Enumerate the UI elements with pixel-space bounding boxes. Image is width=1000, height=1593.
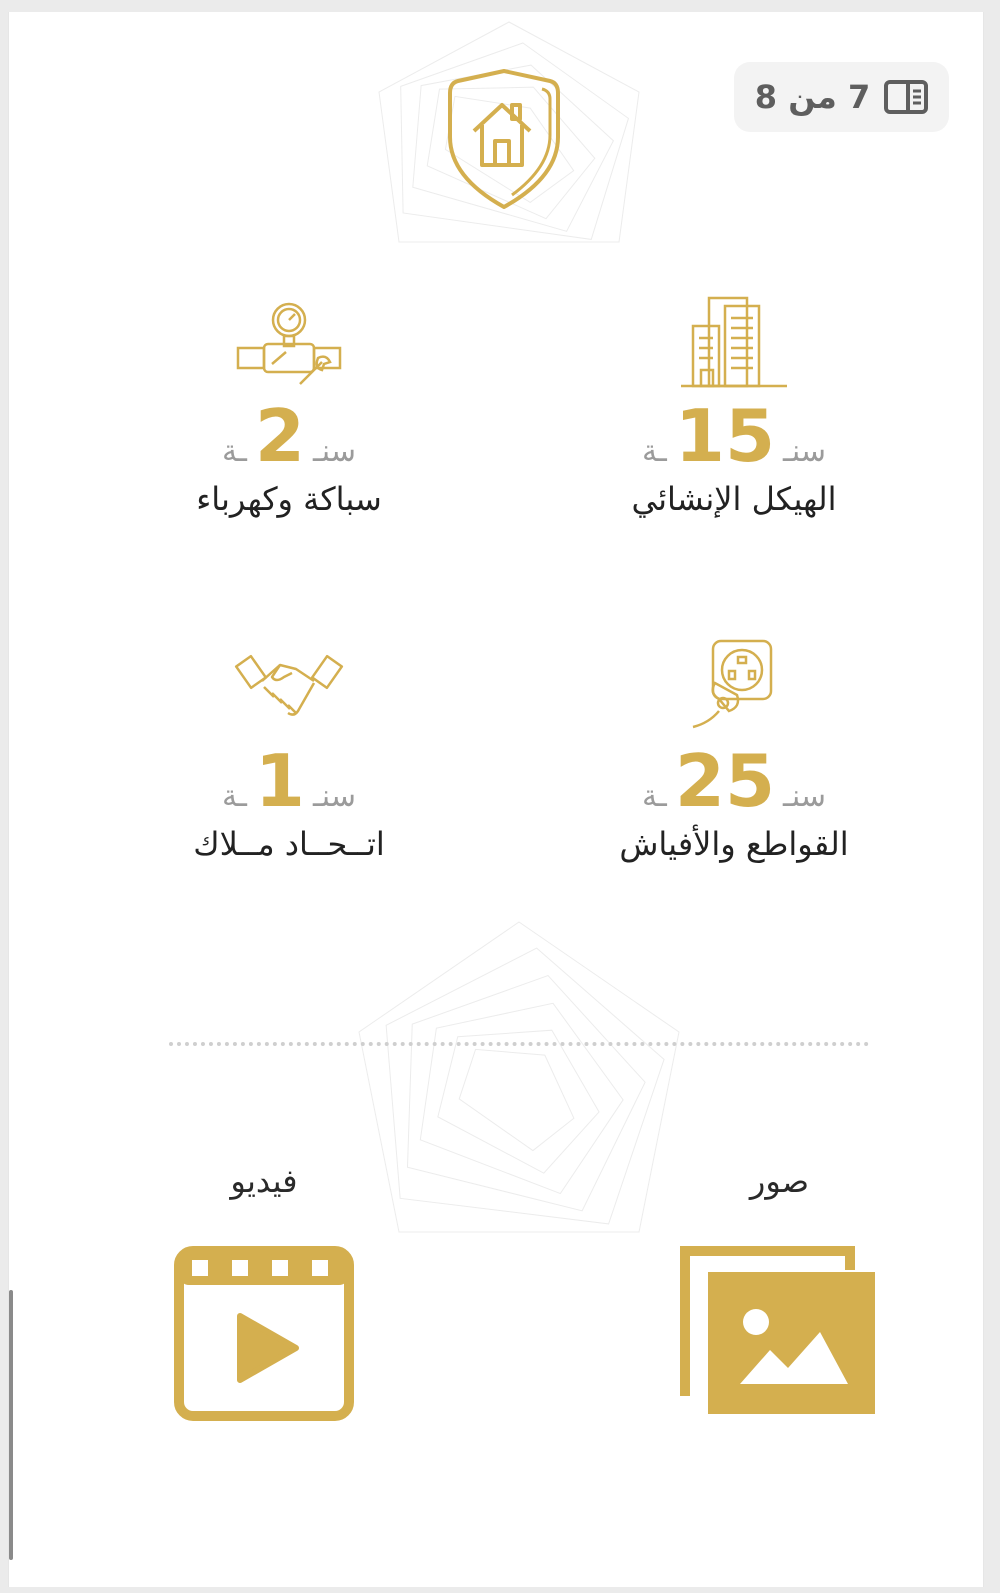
warranty-years bbox=[564, 739, 904, 823]
handshake-icon bbox=[234, 637, 344, 737]
video-label: فيديو bbox=[230, 1162, 298, 1200]
shield-house-icon bbox=[442, 67, 567, 212]
warranty-label: سباكة وكهرباء bbox=[196, 480, 382, 518]
warranty-sockets bbox=[564, 637, 904, 863]
years-unit-end: ـة bbox=[641, 779, 667, 814]
video-icon bbox=[174, 1246, 354, 1421]
page-counter-text: 7 من 8 bbox=[754, 78, 871, 116]
warranty-page bbox=[8, 12, 984, 1587]
warranty-label: الهيكل الإنشائي bbox=[631, 480, 837, 518]
years-number: 2 bbox=[254, 394, 305, 478]
buildings-icon bbox=[679, 292, 789, 392]
photos-button[interactable] bbox=[677, 1162, 882, 1425]
photos-icon bbox=[680, 1246, 880, 1421]
warranty-owners-association bbox=[119, 637, 459, 863]
warranty-plumbing bbox=[119, 292, 459, 518]
years-unit-start: سنـ bbox=[313, 434, 356, 469]
years-unit-start: سنـ bbox=[313, 779, 356, 814]
years-unit-start: سنـ bbox=[783, 779, 827, 814]
pipe-gauge-icon bbox=[234, 292, 344, 392]
video-button[interactable] bbox=[174, 1162, 354, 1425]
years-number: 1 bbox=[254, 739, 305, 823]
warranty-structure bbox=[564, 292, 904, 518]
warranty-years bbox=[564, 394, 904, 478]
years-number: 15 bbox=[674, 394, 776, 478]
warranty-years bbox=[119, 739, 459, 823]
years-unit-end: ـة bbox=[641, 434, 667, 469]
reader-mode-icon bbox=[884, 80, 928, 114]
background-spiral-bottom bbox=[339, 912, 699, 1272]
years-unit-end: ـة bbox=[222, 434, 247, 469]
years-unit-end: ـة bbox=[222, 779, 247, 814]
socket-plug-icon bbox=[679, 637, 789, 737]
warranty-years bbox=[119, 394, 459, 478]
photos-label: صور bbox=[749, 1162, 810, 1200]
warranty-label: اتــحــاد مــلاك bbox=[193, 825, 385, 863]
page-counter-badge[interactable] bbox=[734, 62, 949, 132]
section-divider bbox=[169, 1042, 869, 1046]
years-number: 25 bbox=[674, 739, 776, 823]
years-unit-start: سنـ bbox=[783, 434, 827, 469]
scrollbar[interactable] bbox=[9, 1290, 13, 1560]
warranty-label: القواطع والأفياش bbox=[619, 825, 849, 863]
